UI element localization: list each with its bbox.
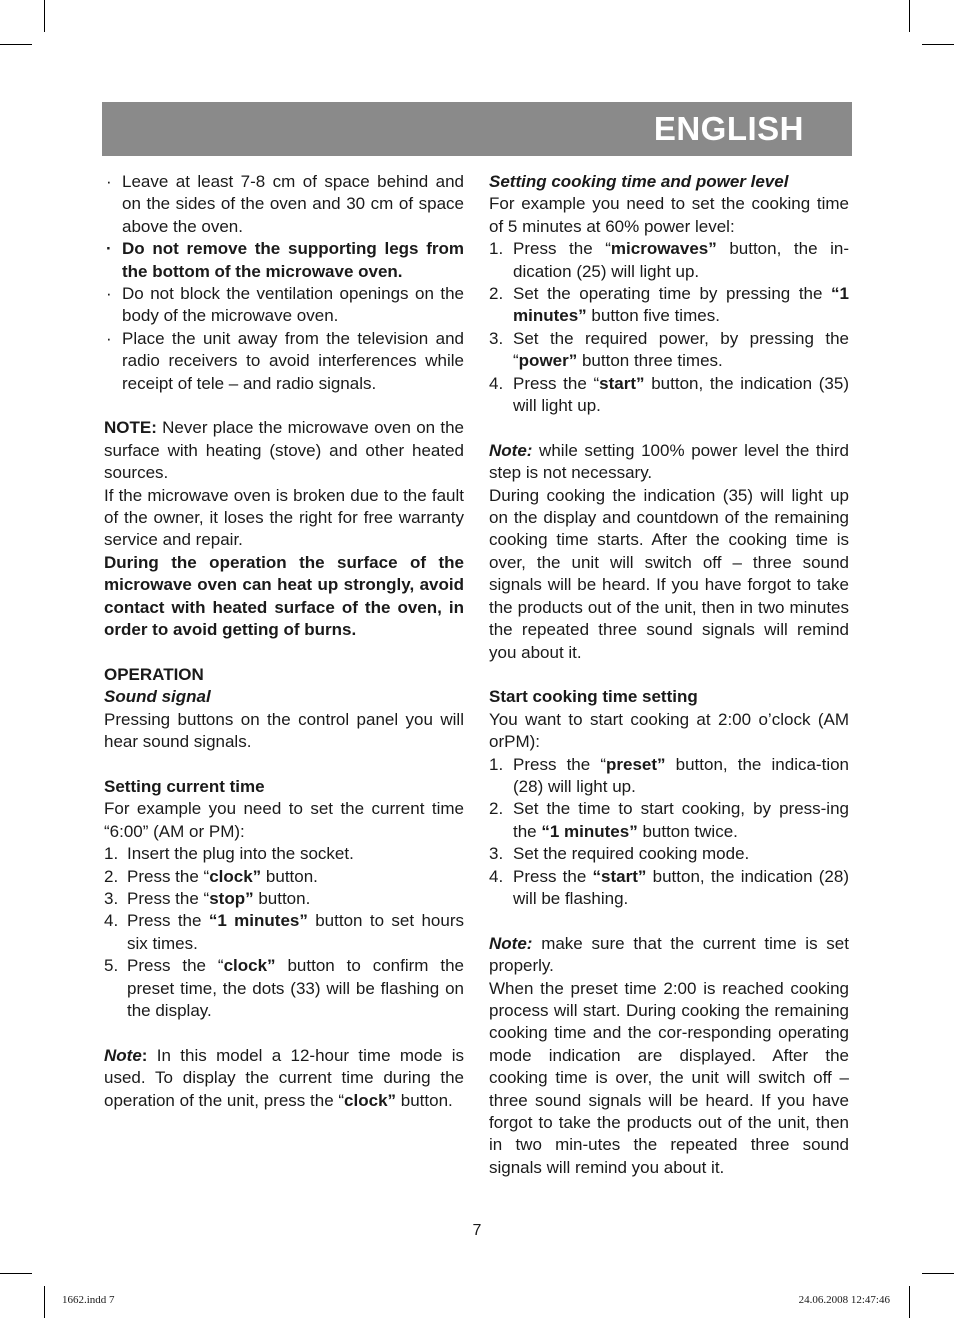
- list-item: 1. Insert the plug into the socket.: [104, 844, 354, 864]
- list-item: 1. Press the “microwaves” button, the in-dication (25) will light up.: [489, 239, 849, 281]
- list-item: 4. Press the “start” button, the indication (28) will be flashing.: [489, 866, 849, 908]
- language-banner: [102, 102, 852, 156]
- note-paragraph: NOTE: Never place the microwave oven on the surface with heating (stove) and other heated sources.: [104, 418, 464, 483]
- list-item: · Do not block the ventilation openings on the body of the microwave oven.: [106, 284, 464, 326]
- list-item: 3. Set the required power, by pressing the “power” button three times.: [489, 328, 849, 371]
- list-item: · Place the unit away from the television and radio receivers to avoid interferences while receipt of tele – and radio signals.: [106, 328, 464, 393]
- section-heading: OPERATION: [104, 664, 204, 684]
- body-text: Pressing buttons on the control panel you will hear sound signals.: [104, 709, 464, 752]
- subsection-heading: Setting current time: [104, 776, 265, 796]
- list-item: 2. Set the time to start cooking, by press-ing the “1 minutes” button twice.: [489, 799, 849, 841]
- crop-mark: [909, 1286, 910, 1318]
- body-text: For example you need to set the current time “6:00” (AM or PM):: [104, 799, 464, 841]
- crop-mark: [44, 0, 45, 32]
- right-column: [489, 171, 849, 1179]
- crop-mark: [0, 1273, 32, 1274]
- crop-mark: [922, 44, 954, 45]
- list-item: 4. Press the “1 minutes” button to set hours six times.: [104, 911, 464, 953]
- warranty-paragraph: If the microwave oven is broken due to the fault of the owner, it loses the right for free warranty service and repair.: [104, 485, 464, 550]
- warning-paragraph: During the operation the surface of the microwave oven can heat up strongly, avoid contact with heated surface of the oven, in order to avoid getting of burns.: [104, 552, 464, 640]
- note-paragraph: Note: while setting 100% power level the third step is not necessary.: [489, 440, 849, 483]
- footer-datetime: 24.06.2008 12:47:46: [798, 1294, 890, 1306]
- subsection-heading: Setting cooking time and power level: [489, 172, 789, 191]
- list-item: · Leave at least 7-8 cm of space behind and on the sides of the oven and 30 cm of space above the oven.: [106, 172, 464, 236]
- list-item: 2. Set the operating time by pressing the “1 minutes” button five times.: [489, 284, 849, 326]
- crop-mark: [44, 1286, 45, 1318]
- body-text: You want to start cooking at 2:00 o’clock (AM orPM):: [489, 709, 849, 752]
- body-text: For example you need to set the cooking time of 5 minutes at 60% power level:: [489, 194, 849, 236]
- list-item: 5. Press the “clock” button to confirm the preset time, the dots (33) will be flashing on the display.: [104, 956, 465, 1020]
- list-item: 3. Set the required cooking mode.: [489, 844, 750, 864]
- page-title: ENGLISH: [653, 110, 804, 147]
- list-item: 4. Press the “start” button, the indication (35) will light up.: [489, 373, 849, 416]
- note-paragraph: Note: make sure that the current time is set properly.: [489, 933, 849, 976]
- page-number: 7: [472, 1222, 482, 1239]
- crop-mark: [0, 44, 32, 45]
- subsection-heading: Sound signal: [104, 687, 211, 707]
- list-item: 1. Press the “preset” button, the indica-tion (28) will light up.: [489, 754, 849, 796]
- crop-mark: [922, 1273, 954, 1274]
- list-item: 2. Press the “clock” button.: [104, 866, 318, 886]
- body-text: During cooking the indication (35) will light up on the display and countdown of the remaining cooking time starts. After the cooking time is over, the unit will switch off – three sound signals will be heard. If you have forgot to take the products out of the unit, then in two minutes the repeated three sound signals will remind you about it.: [489, 485, 849, 662]
- list-item: · Do not remove the supporting legs from the bottom of the microwave oven.: [106, 239, 464, 281]
- subsection-heading: Start cooking time setting: [489, 687, 698, 707]
- crop-mark: [909, 0, 910, 32]
- body-text: When the preset time 2:00 is reached cooking process will start. During cooking the remaining cooking time and the cor-responding operating mode indication are displayed. After the cooking time is over, the unit will switch off – three sound signals will be heard. If you have forgot to take the products out of the unit, then in two min-utes the repeated three sound signals will remind you about it.: [489, 978, 849, 1177]
- left-column: [104, 171, 464, 1112]
- note-paragraph: Note: In this model a 12-hour time mode is used. To display the current time during the operation of the unit, press the “clock” button.: [104, 1045, 464, 1110]
- footer-file: 1662.indd 7: [62, 1294, 115, 1306]
- list-item: 3. Press the “stop” button.: [104, 888, 311, 908]
